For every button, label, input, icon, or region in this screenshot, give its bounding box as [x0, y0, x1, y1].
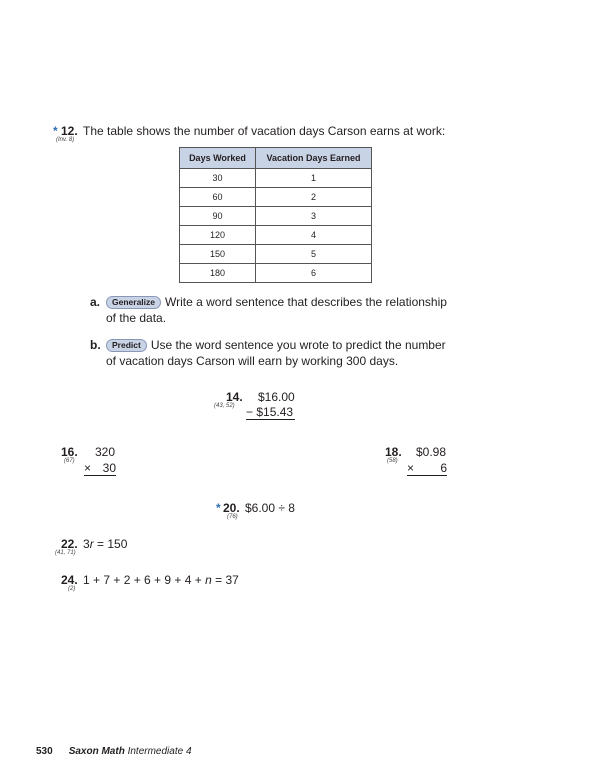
part-b-line1: Use the word sentence you wrote to predict the number	[150, 338, 446, 352]
table-header-row	[180, 148, 372, 169]
division-expression: $6.00 ÷ 8	[245, 501, 295, 515]
part-a-line2: of the data.	[106, 311, 167, 325]
table-row	[180, 245, 372, 264]
header-vacation-days: Vacation Days Earned	[256, 148, 372, 169]
lesson-reference: (41, 71)	[55, 550, 76, 556]
times-operator: ×	[84, 461, 92, 475]
lesson-reference: (43, 52)	[214, 403, 235, 409]
part-label: b.	[90, 338, 101, 352]
subtrahend-line	[246, 405, 295, 420]
lesson-reference: (2)	[68, 586, 76, 592]
book-title-rest: Intermediate 4	[127, 746, 192, 757]
equation-rest: = 150	[93, 537, 128, 551]
minuend: $16.00	[258, 390, 295, 404]
problem-number: 12.	[61, 124, 78, 138]
header-days-worked: Days Worked	[180, 148, 256, 169]
vacation-days-cell: 3	[256, 207, 372, 226]
problem-number: 24.	[61, 573, 78, 587]
days-worked-cell: 90	[180, 207, 256, 226]
days-worked-cell: 180	[180, 264, 256, 283]
table-row	[180, 226, 372, 245]
multiplier: 6	[440, 461, 447, 475]
problem-number: 18.	[385, 445, 402, 459]
multiplicand: $0.98	[416, 445, 447, 459]
multiplier-line	[84, 461, 116, 476]
equation-rest: = 37	[211, 573, 239, 587]
multiplicand: 320	[95, 445, 116, 459]
subtrahend: $15.43	[256, 405, 294, 419]
vacation-days-cell: 2	[256, 188, 372, 207]
book-title-bold: Saxon Math	[68, 746, 125, 757]
vacation-days-cell: 6	[256, 264, 372, 283]
times-operator: ×	[407, 461, 415, 475]
problem-number: 20.	[223, 501, 240, 515]
table-row	[180, 169, 372, 188]
table-row	[180, 207, 372, 226]
coefficient: 3	[83, 537, 90, 551]
vacation-days-cell: 1	[256, 169, 372, 188]
vacation-days-table	[179, 147, 372, 283]
multiplier: 30	[102, 461, 116, 475]
problem-number: 14.	[226, 390, 243, 404]
part-b	[90, 337, 490, 369]
vacation-days-cell: 5	[256, 245, 372, 264]
equation	[83, 573, 239, 587]
days-worked-cell: 150	[180, 245, 256, 264]
part-a-line1: Write a word sentence that describes the relationship	[165, 295, 447, 309]
star-marker: *	[216, 501, 221, 515]
generalize-badge: Generalize	[106, 296, 161, 309]
variable: n	[205, 573, 212, 587]
predict-badge: Predict	[106, 339, 147, 352]
part-label: a.	[90, 295, 101, 309]
table-row	[180, 264, 372, 283]
problem-text: The table shows the number of vacation days Carson earns at work:	[83, 124, 446, 138]
table-row	[180, 188, 372, 207]
variable: r	[89, 537, 94, 551]
equation	[83, 537, 127, 551]
lesson-reference: (76)	[227, 514, 238, 520]
part-a	[90, 294, 490, 326]
star-marker: *	[53, 124, 58, 138]
minus-operator: −	[246, 405, 254, 419]
problem-number: 22.	[61, 537, 78, 551]
vacation-days-cell: 4	[256, 226, 372, 245]
days-worked-cell: 120	[180, 226, 256, 245]
sum-terms: 1 + 7 + 2 + 6 + 9 + 4 +	[83, 573, 206, 587]
page-footer	[36, 746, 192, 757]
page-number: 530	[36, 746, 53, 757]
lesson-reference: (58)	[387, 458, 398, 464]
days-worked-cell: 30	[180, 169, 256, 188]
lesson-reference: (Inv. 8)	[56, 137, 75, 143]
multiplier-line	[407, 461, 447, 476]
part-b-line2: of vacation days Carson will earn by working 300 days.	[106, 354, 399, 368]
days-worked-cell: 60	[180, 188, 256, 207]
lesson-reference: (67)	[64, 458, 75, 464]
problem-number: 16.	[61, 445, 78, 459]
